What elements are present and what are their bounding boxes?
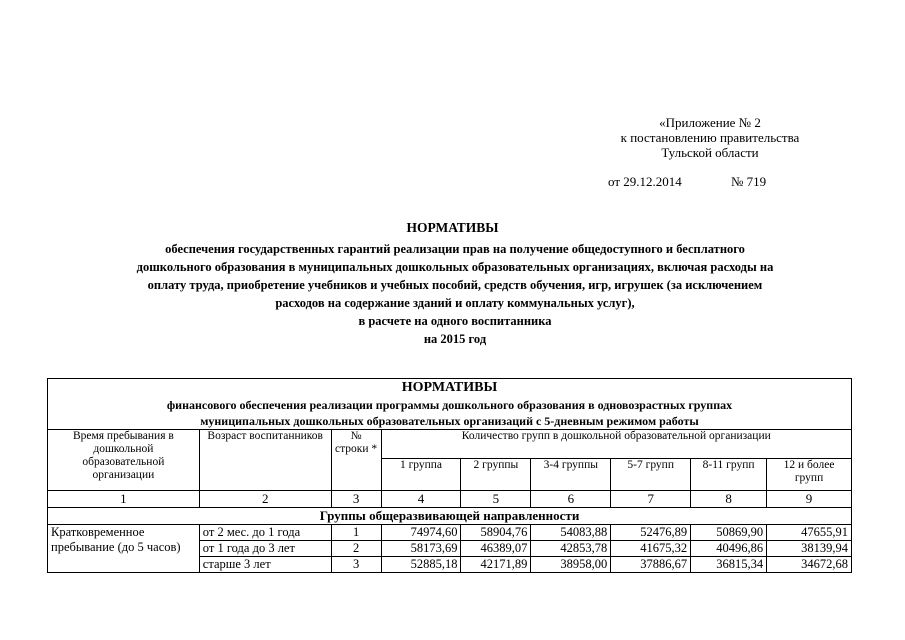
appendix-line-1: «Приложение № 2	[659, 115, 761, 130]
header-group-col: 8-11 групп	[691, 459, 767, 491]
value-cell: 41675,32	[611, 541, 691, 557]
value-cell: 42171,89	[461, 557, 531, 573]
index-cell: 4	[381, 491, 461, 508]
subtitle-line: на 2015 год	[423, 332, 487, 346]
index-cell: 5	[461, 491, 531, 508]
decree-date-line	[608, 174, 766, 190]
row-no-cell: 2	[331, 541, 381, 557]
header-groups-count: Количество групп в дошкольной образовательной организации	[381, 430, 851, 459]
row-no-cell: 3	[331, 557, 381, 573]
section-title: Группы общеразвивающей направленности	[48, 508, 852, 525]
subtitle-line: оплату труда, приобретение учебников и учебных пособий, средств обучения, игр, игрушек (за исключением	[147, 278, 763, 292]
value-cell: 74974,60	[381, 525, 461, 541]
age-cell: старше 3 лет	[199, 557, 331, 573]
subtitle-line: обеспечения государственных гарантий реализации прав на получение общедоступного и бесплатного	[165, 242, 745, 256]
index-cell: 9	[767, 491, 852, 508]
subtitle-line: расходов на содержание зданий и оплату коммунальных услуг),	[275, 296, 635, 310]
age-cell: от 1 года до 3 лет	[199, 541, 331, 557]
subtitle-line: дошкольного образования в муниципальных дошкольных образовательных организациях, включая расходы на	[136, 260, 774, 274]
subtitle-line: в расчете на одного воспитанника	[358, 314, 552, 328]
header-group-col: 12 и более групп	[767, 459, 852, 491]
header-group-col: 5-7 групп	[611, 459, 691, 491]
index-cell: 8	[691, 491, 767, 508]
index-cell: 1	[48, 491, 200, 508]
decree-date: 29.12.2014	[623, 174, 682, 189]
date-prefix: от	[608, 174, 621, 189]
age-cell: от 2 мес. до 1 года	[199, 525, 331, 541]
header-age: Возраст воспитанников	[199, 430, 331, 491]
header-group-col: 2 группы	[461, 459, 531, 491]
table-subtitle-2: муниципальных дошкольных образовательных организаций с 5-дневным режимом работы	[200, 414, 699, 428]
value-cell: 52885,18	[381, 557, 461, 573]
row-no-cell: 1	[331, 525, 381, 541]
value-cell: 38958,00	[531, 557, 611, 573]
appendix-line-2: к постановлению правительства	[620, 130, 800, 145]
value-cell: 52476,89	[611, 525, 691, 541]
value-cell: 37886,67	[611, 557, 691, 573]
document-title: НОРМАТИВЫ	[406, 220, 499, 235]
value-cell: 50869,90	[691, 525, 767, 541]
decree-number: № 719	[731, 174, 767, 189]
value-cell: 54083,88	[531, 525, 611, 541]
index-cell: 2	[199, 491, 331, 508]
header-row-no: № строки *	[331, 430, 381, 491]
value-cell: 58173,69	[381, 541, 461, 557]
value-cell: 34672,68	[767, 557, 852, 573]
table-row	[48, 525, 852, 541]
document-subtitle	[55, 240, 855, 348]
index-cell: 7	[611, 491, 691, 508]
header-group-col: 1 группа	[381, 459, 461, 491]
normatives-table	[47, 378, 852, 573]
appendix-line-3: Тульской области	[661, 145, 759, 160]
table-title: НОРМАТИВЫ	[401, 380, 498, 395]
value-cell: 42853,78	[531, 541, 611, 557]
table-subtitle-1: финансового обеспечения реализации программы дошкольного образования в одновозрастных группах	[166, 398, 733, 412]
value-cell: 40496,86	[691, 541, 767, 557]
table-title-cell	[48, 379, 852, 430]
header-group-col: 3-4 группы	[531, 459, 611, 491]
stay-label: Кратковременное пребывание (до 5 часов)	[48, 525, 200, 573]
header-stay-time: Время пребывания в дошкольной образовательной организации	[48, 430, 200, 491]
value-cell: 36815,34	[691, 557, 767, 573]
index-cell: 6	[531, 491, 611, 508]
value-cell: 46389,07	[461, 541, 531, 557]
index-cell: 3	[331, 491, 381, 508]
value-cell: 38139,94	[767, 541, 852, 557]
value-cell: 58904,76	[461, 525, 531, 541]
value-cell: 47655,91	[767, 525, 852, 541]
appendix-block	[600, 115, 820, 160]
